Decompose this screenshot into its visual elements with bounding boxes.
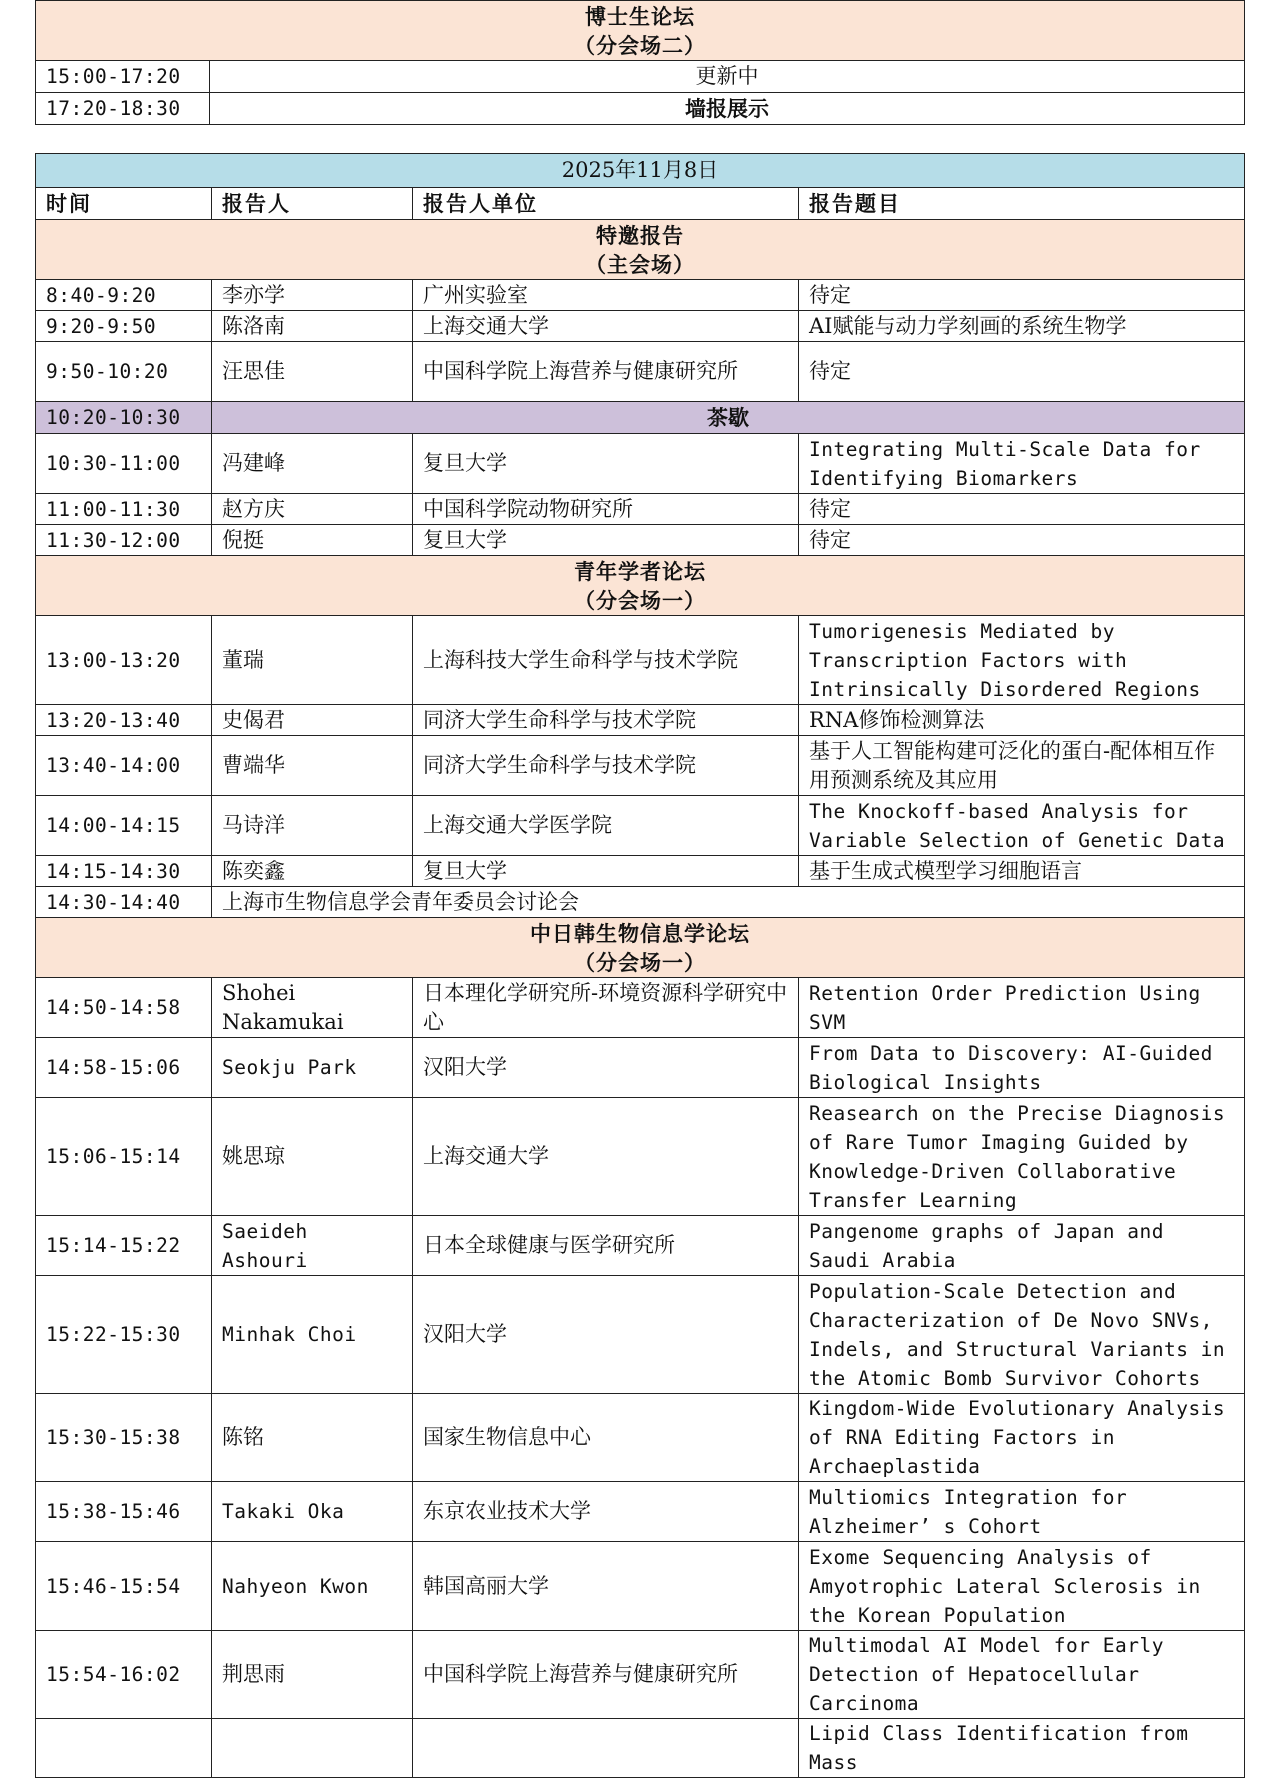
time-cell: 14:30-14:40 <box>36 887 212 918</box>
table-row <box>36 1631 1245 1719</box>
speaker-cell: 赵方庆 <box>212 494 413 525</box>
time-cell: 11:30-12:00 <box>36 525 212 556</box>
break-label: 茶歇 <box>212 402 1245 434</box>
table-row <box>36 736 1245 796</box>
speaker-cell: 董瑞 <box>212 616 413 705</box>
time-cell: 15:30-15:38 <box>36 1394 212 1482</box>
speaker-cell: 陈铭 <box>212 1394 413 1482</box>
section-header <box>36 918 1245 978</box>
table-row <box>36 1276 1245 1394</box>
time-cell: 14:15-14:30 <box>36 856 212 887</box>
time-cell: 15:06-15:14 <box>36 1098 212 1216</box>
speaker-cell: 姚思琼 <box>212 1098 413 1216</box>
affiliation-cell: 复旦大学 <box>413 525 799 556</box>
section-header <box>36 220 1245 280</box>
title-cell: Kingdom-Wide Evolutionary Analysis of RNA Editing Factors in Archaeplastida <box>799 1394 1245 1482</box>
table-row <box>36 280 1245 311</box>
affiliation-cell: 上海交通大学 <box>413 311 799 342</box>
doctoral-forum-table <box>35 0 1245 125</box>
speaker-cell: Saeideh Ashouri <box>212 1216 413 1276</box>
time-cell: 14:00-14:15 <box>36 796 212 856</box>
speaker-cell: 陈奕鑫 <box>212 856 413 887</box>
table-row <box>36 978 1245 1038</box>
table-row <box>36 342 1245 402</box>
title-cell: AI赋能与动力学刻画的系统生物学 <box>799 311 1245 342</box>
section-subtitle: （主会场） <box>585 251 695 277</box>
affiliation-cell: 同济大学生命科学与技术学院 <box>413 736 799 796</box>
section-title: 博士生论坛 <box>585 3 695 29</box>
time-cell: 9:50-10:20 <box>36 342 212 402</box>
speaker-cell <box>212 1719 413 1778</box>
time-cell: 10:30-11:00 <box>36 434 212 494</box>
title-cell: Lipid Class Identification from Mass <box>799 1719 1245 1778</box>
schedule-table <box>35 153 1245 1778</box>
affiliation-cell: 上海科技大学生命科学与技术学院 <box>413 616 799 705</box>
time-cell: 15:14-15:22 <box>36 1216 212 1276</box>
section-title: 中日韩生物信息学论坛 <box>530 920 750 946</box>
affiliation-cell: 中国科学院上海营养与健康研究所 <box>413 1631 799 1719</box>
speaker-cell: 曹端华 <box>212 736 413 796</box>
speaker-cell: 冯建峰 <box>212 434 413 494</box>
section-header <box>36 556 1245 616</box>
title-cell: Multiomics Integration for Alzheimer’ s Cohort <box>799 1482 1245 1542</box>
title-cell: RNA修饰检测算法 <box>799 705 1245 736</box>
title-cell: Pangenome graphs of Japan and Saudi Arabia <box>799 1216 1245 1276</box>
title-cell: 待定 <box>799 494 1245 525</box>
section-subtitle: （分会场二） <box>574 32 706 58</box>
content-cell: 更新中 <box>210 61 1245 93</box>
title-cell: 基于生成式模型学习细胞语言 <box>799 856 1245 887</box>
affiliation-cell: 广州实验室 <box>413 280 799 311</box>
title-cell: The Knockoff-based Analysis for Variable Selection of Genetic Data <box>799 796 1245 856</box>
speaker-cell: Takaki Oka <box>212 1482 413 1542</box>
time-cell: 15:54-16:02 <box>36 1631 212 1719</box>
table-row <box>36 93 1245 125</box>
table-row <box>36 1038 1245 1098</box>
time-cell: 13:20-13:40 <box>36 705 212 736</box>
affiliation-cell: 东京农业技术大学 <box>413 1482 799 1542</box>
time-cell: 8:40-9:20 <box>36 280 212 311</box>
column-headers <box>36 188 1245 220</box>
time-cell: 15:22-15:30 <box>36 1276 212 1394</box>
speaker-cell: 汪思佳 <box>212 342 413 402</box>
table-row <box>36 525 1245 556</box>
title-cell: Integrating Multi-Scale Data for Identifying Biomarkers <box>799 434 1245 494</box>
affiliation-cell: 汉阳大学 <box>413 1276 799 1394</box>
title-cell: Population-Scale Detection and Characterization of De Novo SNVs, Indels, and Structural Variants in the Atomic Bomb Survivor Cohorts <box>799 1276 1245 1394</box>
time-cell: 9:20-9:50 <box>36 311 212 342</box>
speaker-cell: 李亦学 <box>212 280 413 311</box>
section-title: 特邀报告 <box>596 222 684 248</box>
table-row <box>36 494 1245 525</box>
affiliation-cell: 同济大学生命科学与技术学院 <box>413 705 799 736</box>
title-cell: 待定 <box>799 342 1245 402</box>
speaker-cell: Minhak Choi <box>212 1276 413 1394</box>
table-row <box>36 1542 1245 1631</box>
date-header: 2025年11月8日 <box>36 154 1245 188</box>
affiliation-cell: 复旦大学 <box>413 856 799 887</box>
affiliation-cell: 上海交通大学 <box>413 1098 799 1216</box>
header-title: 报告题目 <box>799 188 1245 220</box>
title-cell: 待定 <box>799 280 1245 311</box>
table-row <box>36 1098 1245 1216</box>
speaker-cell: 史偈君 <box>212 705 413 736</box>
table-row <box>36 616 1245 705</box>
table-row <box>36 1719 1245 1778</box>
time-cell: 14:50-14:58 <box>36 978 212 1038</box>
meeting-label: 上海市生物信息学会青年委员会讨论会 <box>212 887 1245 918</box>
section-subtitle: （分会场一） <box>574 949 706 975</box>
table-row <box>36 434 1245 494</box>
title-cell: Multimodal AI Model for Early Detection of Hepatocellular Carcinoma <box>799 1631 1245 1719</box>
table-row <box>36 705 1245 736</box>
title-cell: Retention Order Prediction Using SVM <box>799 978 1245 1038</box>
title-cell: Reasearch on the Precise Diagnosis of Rare Tumor Imaging Guided by Knowledge-Driven Collaborative Transfer Learning <box>799 1098 1245 1216</box>
time-cell: 15:46-15:54 <box>36 1542 212 1631</box>
affiliation-cell: 上海交通大学医学院 <box>413 796 799 856</box>
speaker-cell: Seokju Park <box>212 1038 413 1098</box>
time-cell: 15:00-17:20 <box>36 61 210 93</box>
header-time: 时间 <box>36 188 212 220</box>
section-title: 青年学者论坛 <box>574 558 706 584</box>
table-row <box>36 1216 1245 1276</box>
title-cell: 待定 <box>799 525 1245 556</box>
time-cell: 14:58-15:06 <box>36 1038 212 1098</box>
speaker-cell: 陈洛南 <box>212 311 413 342</box>
speaker-cell: 倪挺 <box>212 525 413 556</box>
speaker-cell: 荆思雨 <box>212 1631 413 1719</box>
affiliation-cell <box>413 1719 799 1778</box>
time-cell: 17:20-18:30 <box>36 93 210 125</box>
affiliation-cell: 汉阳大学 <box>413 1038 799 1098</box>
time-cell <box>36 1719 212 1778</box>
break-row <box>36 402 1245 434</box>
affiliation-cell: 国家生物信息中心 <box>413 1394 799 1482</box>
speaker-cell: 马诗洋 <box>212 796 413 856</box>
time-cell: 11:00-11:30 <box>36 494 212 525</box>
time-cell: 13:40-14:00 <box>36 736 212 796</box>
meeting-row <box>36 887 1245 918</box>
affiliation-cell: 韩国高丽大学 <box>413 1542 799 1631</box>
table-row <box>36 856 1245 887</box>
affiliation-cell: 日本理化学研究所-环境资源科学研究中心 <box>413 978 799 1038</box>
time-cell: 15:38-15:46 <box>36 1482 212 1542</box>
header-affiliation: 报告人单位 <box>413 188 799 220</box>
title-cell: From Data to Discovery: AI-Guided Biological Insights <box>799 1038 1245 1098</box>
title-cell: 基于人工智能构建可泛化的蛋白-配体相互作用预测系统及其应用 <box>799 736 1245 796</box>
table-row <box>36 1394 1245 1482</box>
title-cell: Tumorigenesis Mediated by Transcription Factors with Intrinsically Disordered Regions <box>799 616 1245 705</box>
affiliation-cell: 中国科学院上海营养与健康研究所 <box>413 342 799 402</box>
time-cell: 10:20-10:30 <box>36 402 212 434</box>
title-cell: Exome Sequencing Analysis of Amyotrophic Lateral Sclerosis in the Korean Population <box>799 1542 1245 1631</box>
speaker-cell: Nahyeon Kwon <box>212 1542 413 1631</box>
header-speaker: 报告人 <box>212 188 413 220</box>
table-row <box>36 1482 1245 1542</box>
section-subtitle: （分会场一） <box>574 587 706 613</box>
table-row <box>36 61 1245 93</box>
speaker-cell: Shohei Nakamukai <box>212 978 413 1038</box>
time-cell: 13:00-13:20 <box>36 616 212 705</box>
table-row <box>36 796 1245 856</box>
affiliation-cell: 复旦大学 <box>413 434 799 494</box>
affiliation-cell: 日本全球健康与医学研究所 <box>413 1216 799 1276</box>
affiliation-cell: 中国科学院动物研究所 <box>413 494 799 525</box>
section-header <box>36 1 1245 61</box>
content-cell: 墙报展示 <box>210 93 1245 125</box>
table-row <box>36 311 1245 342</box>
